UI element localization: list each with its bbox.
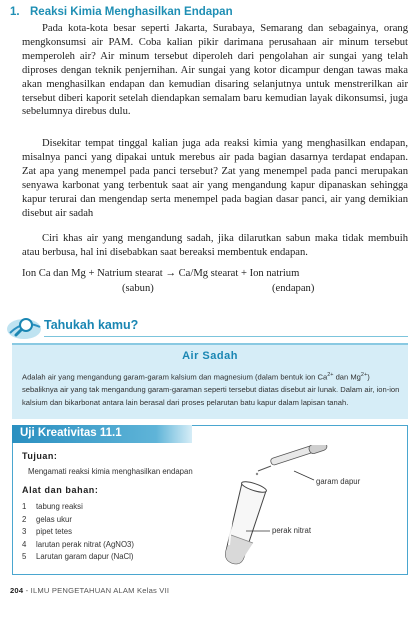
materials-list bbox=[22, 502, 134, 565]
section-number: 1. bbox=[10, 6, 20, 18]
item-text: gelas ukur bbox=[36, 514, 72, 524]
item-text: tabung reaksi bbox=[36, 502, 83, 511]
item-number: 3 bbox=[22, 527, 27, 536]
divider bbox=[44, 336, 408, 337]
list-item bbox=[22, 552, 134, 565]
info-box bbox=[12, 343, 408, 419]
list-item bbox=[22, 540, 134, 553]
superscript: 2+ bbox=[327, 372, 334, 378]
materials-label: Alat dan bahan: bbox=[22, 485, 99, 495]
item-text: larutan perak nitrat (AgNO3) bbox=[36, 539, 134, 549]
info-box-title: Air Sadah bbox=[182, 350, 238, 362]
info-text-part: Adalah air yang mengandung garam-garam kalsium dan magnesium (dalam bentuk ion Ca bbox=[22, 372, 328, 382]
page-footer bbox=[10, 586, 169, 595]
paragraph-3: Ciri khas air yang mengandung sadah, jika dilarutkan sabun maka tidak membuih atau berbusa, hal ini disebabkan saat bereaksi membentuk endapan. bbox=[22, 233, 408, 258]
list-item bbox=[22, 502, 134, 515]
superscript: 2+ bbox=[360, 372, 368, 378]
tujuan-label: Tujuan: bbox=[22, 451, 58, 461]
info-box-text bbox=[22, 369, 402, 409]
test-tube-icon bbox=[226, 480, 268, 564]
paragraph-1: Pada kota-kota besar seperti Jakarta, Surabaya, Semarang dan sebagainya, orang mengkonsumsi air PAM. Coba kalian pikir darimana perusahaan air minum tersebut memperoleh air? Air minum tersebut diperoleh dari pengolahan air sungai yang telah diproses dengan teknik penjernihan. Air sungai yang kotor dicampur dengan tawas maka akan menghasilkan endapan dan kemudian disaring selanjutnya untuk menstrerilkan air tersebut diberi kaporit setelah diendapkan semalam baru kemudian layak dikonsumsi, juga sebelumnya direbus dulu. bbox=[22, 23, 408, 118]
info-text-part: dan Mg bbox=[333, 372, 361, 382]
item-number: 1 bbox=[22, 502, 27, 511]
page-number: 204 bbox=[10, 586, 24, 595]
section-heading bbox=[10, 6, 233, 18]
item-text: Larutan garam dapur (NaCl) bbox=[36, 552, 134, 561]
test-tube-illustration bbox=[220, 445, 330, 575]
list-item bbox=[22, 515, 134, 528]
activity-title: Uji Kreativitas 11.1 bbox=[20, 427, 122, 439]
tahukah-title: Tahukah kamu? bbox=[44, 318, 139, 332]
item-text: pipet tetes bbox=[36, 527, 72, 536]
tujuan-text: Mengamati reaksi kimia menghasilkan endapan bbox=[28, 467, 193, 476]
reaction-equation: Ion Ca dan Mg + Natrium stearat → Ca/Mg stearat + Ion natrium bbox=[22, 268, 300, 279]
footer-text: - ILMU PENGETAHUAN ALAM Kelas VII bbox=[23, 586, 170, 595]
list-item bbox=[22, 527, 134, 540]
equation-label-sabun: (sabun) bbox=[122, 283, 154, 294]
label-garam-dapur: garam dapur bbox=[316, 477, 361, 486]
equation-label-endapan: (endapan) bbox=[272, 283, 315, 294]
dropper-icon bbox=[256, 445, 328, 475]
item-number: 4 bbox=[22, 539, 27, 549]
section-title: Reaksi Kimia Menghasilkan Endapan bbox=[30, 6, 233, 18]
item-number: 2 bbox=[22, 514, 27, 524]
item-number: 5 bbox=[22, 552, 27, 561]
info-text-part: ) sebaliknya air yang tak mengandung garam-garaman seperti tersebut diatas disebut air lunak. Dalam air, ion-ion kalsium dan bikarbonat antara lain berasal dari proses pelarutan batu kapur dalam lapisan tanah. bbox=[22, 372, 400, 407]
label-perak-nitrat: perak nitrat bbox=[272, 526, 312, 535]
magnifier-icon bbox=[6, 313, 42, 346]
paragraph-2: Disekitar tempat tinggal kalian juga ada reaksi kimia yang menghasilkan endapan, misalnya panci yang dipakai untuk merebus air pada bagian dasarnya terdapat endapan. Zat apa yang menempel pada panci tersebut? Zat yang menempel pada panci merupakan senyawa karbonat yang terbentuk saat air yang mengandung kapur dipanaskan sehingga kapur terurai dan mengendap serta menempel pada bagian dasar panci, air yang demikian disebut air sadah bbox=[22, 138, 408, 219]
